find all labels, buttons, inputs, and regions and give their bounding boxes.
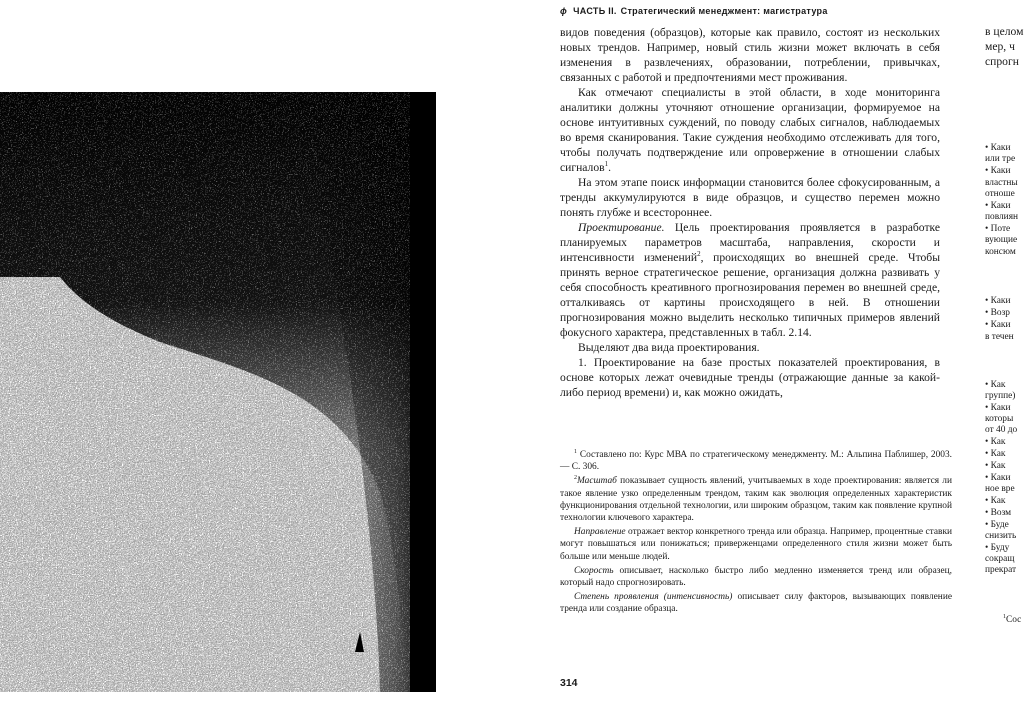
running-header [560, 6, 828, 16]
header-ornament-icon: ϕ [560, 6, 568, 16]
next-page-snippet: • Как [985, 496, 1006, 506]
paragraph-6: 1. Проектирование на базе простых показателей проектирования, в основе которых лежат очевидные тренды (отражающие данные за какой-либо период времени) и, как можно ожидать, [560, 356, 940, 399]
paragraph-2-text: Как отмечают специалисты в этой области, в ходе мониторинга аналитики должны уточняют отношение организации, формируемое на основе интуитивных суждений, по поводу слабых сигналов, наблюдаемых во время сканирования. Такие суждения необходимо отслеживать для того, чтобы получать подтверждение или опровержение в отношении слабых сигналов [560, 86, 940, 174]
term-projecting: Проектирование. [578, 221, 665, 234]
next-page-snippet: • Буде [985, 520, 1009, 530]
main-text-column [560, 25, 940, 400]
next-page-footnote-number: 1 [1003, 614, 1006, 620]
footnote-5-text: описывает силу факторов, вызывающих появление тренда или создание образца. [560, 592, 953, 615]
next-page-snippet: снизить [985, 531, 1017, 541]
next-page-snippet: властны [985, 178, 1018, 188]
next-page-snippet: • Каки [985, 296, 1011, 306]
footnote-5 [560, 591, 952, 615]
scanned-page-shadow [0, 92, 436, 692]
next-page-snippet: группе) [985, 391, 1016, 401]
next-page-snippet: • Поте [985, 224, 1011, 234]
footnote-2 [560, 475, 952, 524]
header-part: ЧАСТЬ II. [573, 6, 617, 16]
next-page-snippet: • Возр [985, 308, 1010, 318]
footnote-4-text: описывает, насколько быстро либо медленно изменяется тренд или образец, который надо спрогнозировать. [560, 565, 952, 589]
next-page-snippet: или тре [985, 154, 1016, 164]
next-page-snippet: • Как [985, 449, 1006, 459]
next-page-footnote-text: Сос [1006, 615, 1022, 626]
next-page-snippet: • Как [985, 437, 1006, 447]
scan-noise-graphic [0, 92, 436, 692]
next-page-snippet: • Каки [985, 473, 1011, 483]
paragraph-5: Выделяют два вида проектирования. [578, 341, 760, 354]
next-page-line: спрогн [985, 55, 1019, 68]
next-page-snippet: • Возм [985, 508, 1012, 518]
next-page-snippet: прекрат [985, 565, 1017, 575]
footnote-2-text: показывает сущность явлений, учитываемых в ходе проектирования: является ли такое явление узко определенным трендом, таким как эволюция определенных характеристик функционирования отдельной технологии, или широким образцом, таким как появление крупной технологии ключевого характера. [560, 476, 952, 524]
page-number: 314 [560, 677, 578, 689]
paragraph-4 [560, 220, 940, 340]
footnote-1 [560, 449, 952, 473]
next-page-snippet: • Каки [985, 403, 1011, 413]
next-page-snippet: которы [985, 414, 1014, 424]
next-page-snippet: от 40 до [985, 425, 1018, 435]
next-page-snippet: • Как [985, 461, 1006, 471]
next-page-footnote [1003, 612, 1021, 627]
paragraph-1: видов поведения (образцов), которые как правило, состоят из нескольких новых трендов. Например, новый стиль жизни может включать в себя изменения в развлечениях, образовании, потреблении, привычках, связанных с работой и предпочтениями мест проживания. [560, 26, 940, 84]
next-page-snippet: повлиян [985, 212, 1019, 222]
next-page-snippet: ное вре [985, 484, 1015, 494]
next-page-line: в целом [985, 25, 1024, 38]
next-page-snippet: • Буду [985, 543, 1010, 553]
header-title: Стратегический менеджмент: магистратура [620, 6, 828, 16]
next-page-snippet: консюм [985, 247, 1016, 257]
next-page-snippet: • Каки [985, 143, 1011, 153]
footnote-4-term: Скорость [574, 565, 614, 576]
paragraph-3: На этом этапе поиск информации становится более сфокусированным, а тренды аккумулируются в виде образцов, и существо перемен можно понять глубже и всестороннее. [560, 176, 940, 219]
footnote-3-term: Направление [574, 527, 626, 538]
next-page-edge [985, 24, 1024, 704]
footnote-1-number: 1 [574, 448, 577, 455]
footnote-4 [560, 565, 952, 589]
footnote-ref-1: 1 [604, 160, 609, 169]
footnote-5-term: Степень проявления (интенсивность) [574, 592, 733, 603]
paragraph-2: Как отмечают специалисты в этой области, в ходе мониторинга аналитики должны уточняют отношение организации, формируемое на основе интуитивных суждений, по поводу слабых сигналов, наблюдаемых во время сканирования. Такие суждения необходимо отслеживать для того, чтобы получать подтверждение или опровержение в отношении слабых сигналов$^1$. [560, 86, 940, 174]
next-page-line: мер, ч [985, 40, 1015, 53]
footnote-3 [560, 526, 952, 563]
next-page-snippet: в течен [985, 332, 1014, 342]
next-page-snippet: • Каки [985, 166, 1011, 176]
footnote-3-text: отражает вектор конкретного тренда или образца. Например, процентные ставки могут повышаться или понижаться; приверженцами определенного стиля жизни может быть больше или меньше людей. [560, 527, 953, 562]
next-page-snippet: • Как [985, 380, 1006, 390]
footnote-2-term: Масштаб [577, 476, 617, 487]
next-page-snippet: отноше [985, 189, 1015, 199]
footnote-ref-2: 2 [697, 250, 701, 259]
footnotes [560, 449, 952, 618]
footnote-2-number: 2 [574, 475, 577, 482]
next-page-snippet: • Каки [985, 201, 1011, 211]
next-page-snippet: сокращ [985, 554, 1015, 564]
next-page-snippet: вующие [985, 235, 1018, 245]
footnote-1-text: Составлено по: Курс МВА по стратегическому менеджменту. М.: Альпина Паблишер, 2003. — С. 306. [560, 450, 952, 473]
paragraph-4-text-a: Цель проектирования проявляется в разработке планируемых параметров масштаба, направления, скорости и интенсивности изменений [560, 221, 941, 264]
next-page-snippet: • Каки [985, 320, 1011, 330]
paragraph-4-text-b: , происходящих во внешней среде. Чтобы принять верное стратегическое решение, организация должна развивать у себя способность креативного прогнозирования перемен во внешней среде, отталкиваясь от картины происходящего в ней. В отношении прогнозирования можно выделить несколько типичных примеров явлений фокусного характера, представленных в табл. 2.14. [560, 251, 940, 339]
